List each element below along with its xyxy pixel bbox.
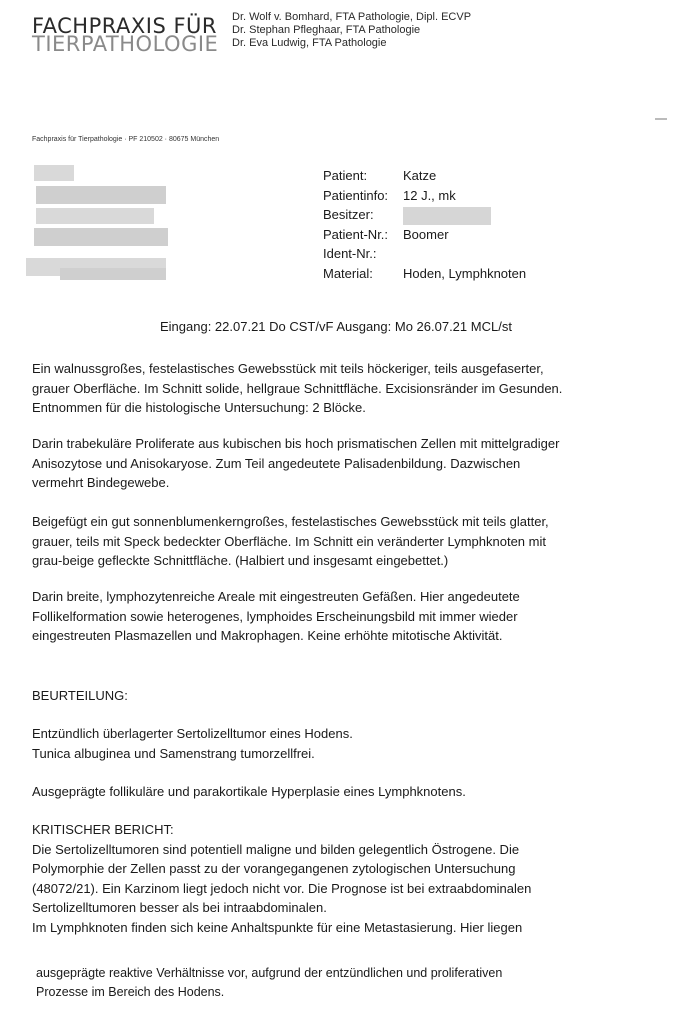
patient-number-label: Patient-Nr.: (323, 226, 389, 242)
assessment-heading: BEURTEILUNG: (32, 688, 128, 703)
owner-value-redacted (403, 205, 491, 225)
doctor-list (232, 11, 471, 50)
ident-number-row (323, 244, 526, 264)
diagnosis-1 (32, 724, 652, 763)
fold-mark (655, 118, 667, 120)
text-line: grau-beige gefleckte Schnittfläche. (Halbiert und insgesamt eingebettet.) (32, 553, 449, 568)
owner-row (323, 205, 526, 225)
critical-report (32, 820, 652, 937)
doctor-2: Dr. Stephan Pfleghaar, FTA Pathologie (232, 24, 421, 36)
doctor-3: Dr. Eva Ludwig, FTA Pathologie (232, 37, 387, 49)
text-line: ausgeprägte reaktive Verhältnisse vor, aufgrund der entzündlichen und proliferativen (36, 966, 503, 980)
logo-line-1: FACHPRAXIS FÜR (32, 14, 217, 38)
ident-number-label: Ident-Nr.: (323, 246, 377, 261)
text-line: vermehrt Bindegewebe. (32, 475, 170, 490)
text-line: (48072/21). Ein Karzinom liegt jedoch nicht vor. Die Prognose ist bei extraabdominalen (32, 880, 532, 896)
text-line: Ein walnussgroßes, festelastisches Gewebsstück mit teils höckeriger, teils ausgefaserter, (32, 361, 544, 376)
patient-label: Patient: (323, 168, 368, 183)
patient-row (323, 166, 526, 186)
continuation-text (36, 964, 502, 1002)
text-line: Darin trabekuläre Proliferate aus kubischen bis hoch prismatischen Zellen mit mittelgradiger (32, 436, 560, 451)
text-line: Die Sertolizelltumoren sind potentiell maligne und bilden gelegentlich Östrogene. Die (32, 841, 520, 857)
patientinfo-label: Patientinfo: (323, 187, 389, 203)
text-line: grauer Oberfläche. Im Schnitt solide, hellgraue Schnittfläche. Excisionsränder im Gesunden. (32, 380, 563, 396)
patientinfo-value: 12 J., mk (403, 187, 456, 203)
text-line: eingestreuten Plasmazellen und Makrophagen. Keine erhöhte mitotische Aktivität. (32, 628, 503, 643)
patient-number-row (323, 225, 526, 245)
patient-value: Katze (403, 168, 437, 183)
patientinfo-row (323, 186, 526, 206)
logo-line-2: TIERPATHOLOGIE (32, 32, 219, 56)
practice-logo (32, 14, 222, 54)
text-line: Entzündlich überlagerter Sertolizelltumor eines Hodens. (32, 726, 353, 741)
text-line: Entnommen für die histologische Untersuchung: 2 Blöcke. (32, 400, 366, 415)
material-value: Hoden, Lymphknoten (403, 265, 527, 281)
owner-label: Besitzer: (323, 207, 374, 222)
text-line: Follikelformation sowie heterogenes, lymphoides Erscheinungsbild mit immer wieder (32, 608, 518, 624)
diagnosis-2: Ausgeprägte follikuläre und parakortikale Hyperplasie eines Lymphknotens. (32, 784, 466, 799)
return-address: Fachpraxis für Tierpathologie · PF 210502 · 80675 München (32, 136, 220, 143)
doctor-1: Dr. Wolf v. Bomhard, FTA Pathologie, Dipl. ECVP (232, 11, 472, 23)
paragraph-micro-2 (32, 587, 652, 646)
text-line: Polymorphie der Zellen passt zu der vorangegangenen zytologischen Untersuchung (32, 861, 516, 876)
paragraph-macro-2 (32, 512, 652, 571)
material-row (323, 264, 526, 284)
text-line: Im Lymphknoten finden sich keine Anhaltspunkte für eine Metastasierung. Hier liegen (32, 919, 523, 935)
text-line: Sertolizelltumoren besser als bei intraabdominalen. (32, 900, 327, 915)
paragraph-micro-1 (32, 434, 652, 493)
text-line: Tunica albuginea und Samenstrang tumorzellfrei. (32, 745, 315, 761)
receipt-dates: Eingang: 22.07.21 Do CST/vF Ausgang: Mo 26.07.21 MCL/st (160, 319, 512, 334)
text-line: Anisozytose und Anisokaryose. Zum Teil angedeutete Palisadenbildung. Dazwischen (32, 455, 521, 471)
text-line: Beigefügt ein gut sonnenblumenkerngroßes, festelastisches Gewebsstück mit teils glatter, (32, 514, 549, 529)
material-label: Material: (323, 265, 373, 281)
paragraph-macro-1 (32, 359, 652, 418)
critical-report-heading: KRITISCHER BERICHT: (32, 822, 174, 837)
patient-info (323, 166, 526, 283)
patient-number-value: Boomer (403, 226, 449, 242)
text-line: Prozesse im Bereich des Hodens. (36, 985, 225, 999)
text-line: Darin breite, lymphozytenreiche Areale mit eingestreuten Gefäßen. Hier angedeutete (32, 589, 520, 604)
text-line: grauer, teils mit Speck bedeckter Oberfläche. Im Schnitt ein veränderter Lymphknoten mit (32, 533, 546, 549)
